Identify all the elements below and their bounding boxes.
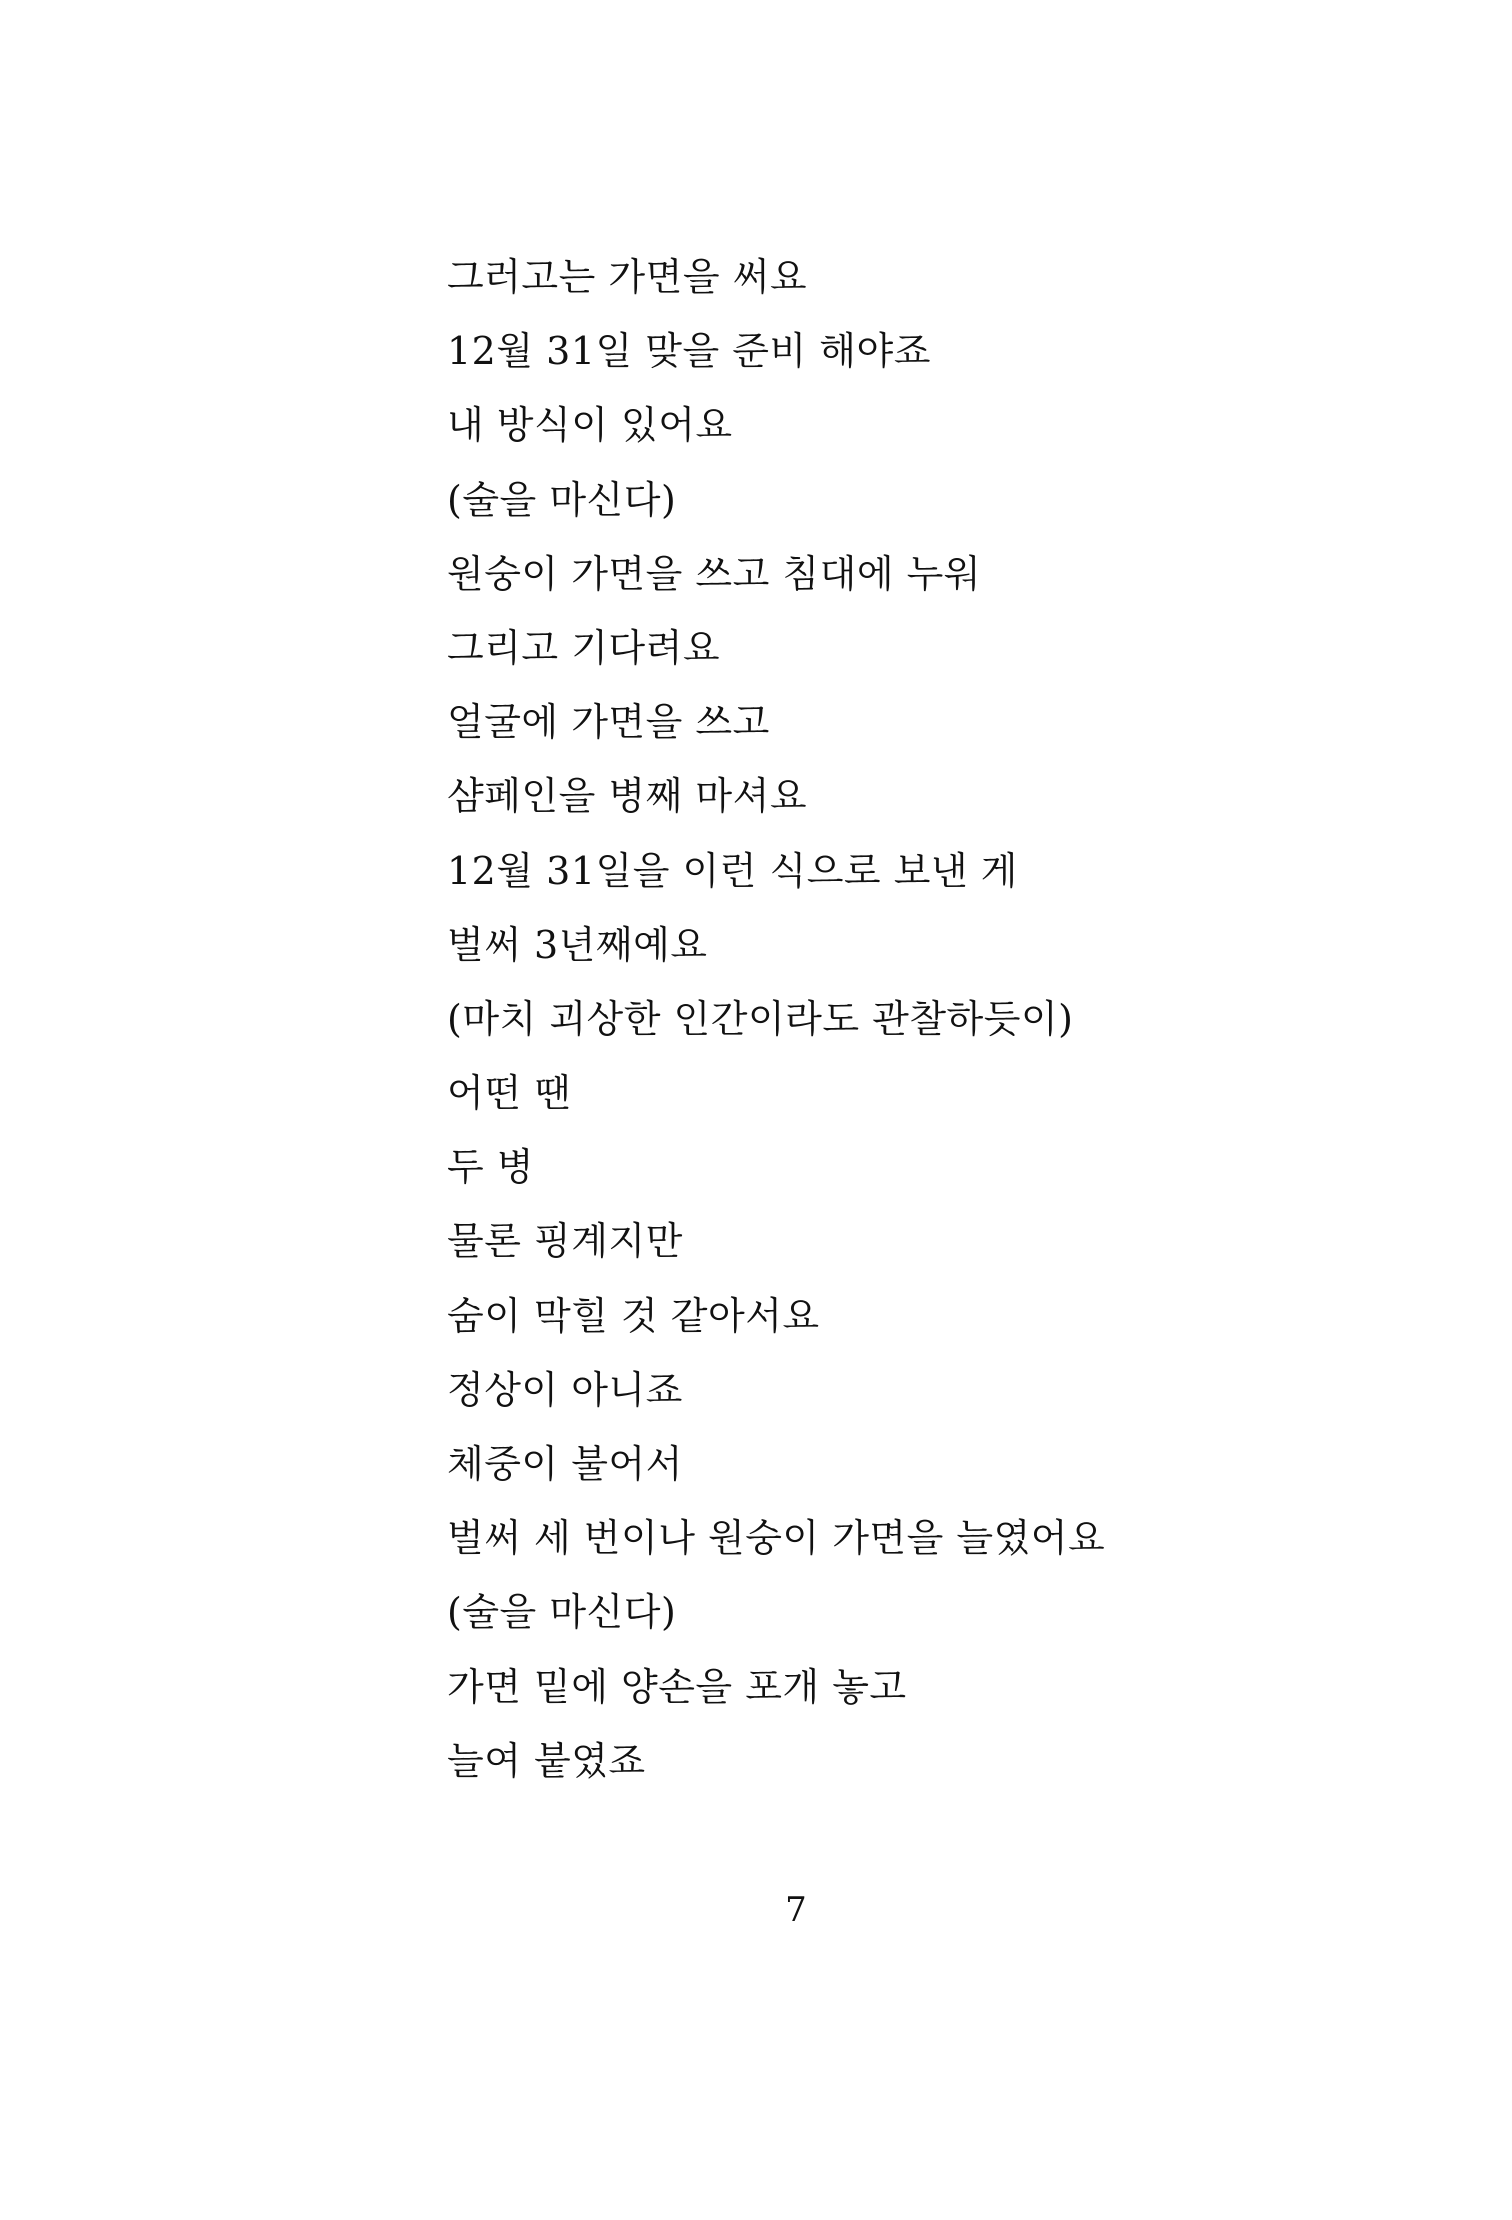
text-lines — [447, 248, 1347, 1806]
stage-direction: (술을 마신다) — [447, 477, 677, 522]
page-number: 7 — [785, 1890, 807, 1930]
text-line: 얼굴에 가면을 쓰고 — [447, 700, 770, 745]
stage-direction: (술을 마신다) — [447, 1590, 677, 1635]
text-line: 두 병 — [447, 1145, 534, 1190]
text-line: 내 방식이 있어요 — [447, 403, 733, 448]
text-line: 물론 핑계지만 — [447, 1219, 683, 1264]
text-line: 벌써 세 번이나 원숭이 가면을 늘였어요 — [447, 1516, 1106, 1561]
text-line: 체중이 불어서 — [447, 1442, 683, 1486]
text-line: 원숭이 가면을 쓰고 침대에 누워 — [447, 551, 982, 596]
text-line: 숨이 막힐 것 같아서요 — [447, 1293, 820, 1338]
text-line: 그러고는 가면을 써요 — [447, 255, 808, 299]
text-line: 샴페인을 병째 마셔요 — [447, 774, 808, 819]
text-line: 12월 31일 맞을 준비 해야죠 — [447, 329, 931, 374]
text-line: 어떤 땐 — [447, 1071, 572, 1116]
text-line: 늘여 붙였죠 — [447, 1738, 646, 1783]
text-line: 12월 31일을 이런 식으로 보낸 게 — [447, 848, 1018, 893]
stage-direction: (마치 괴상한 인간이라도 관찰하듯이) — [447, 996, 1074, 1041]
text-line: 정상이 아니죠 — [447, 1367, 683, 1412]
text-line: 가면 밑에 양손을 포개 놓고 — [447, 1664, 907, 1709]
text-line: 벌써 3년째예요 — [447, 922, 708, 967]
text-line: 그리고 기다려요 — [447, 625, 721, 670]
